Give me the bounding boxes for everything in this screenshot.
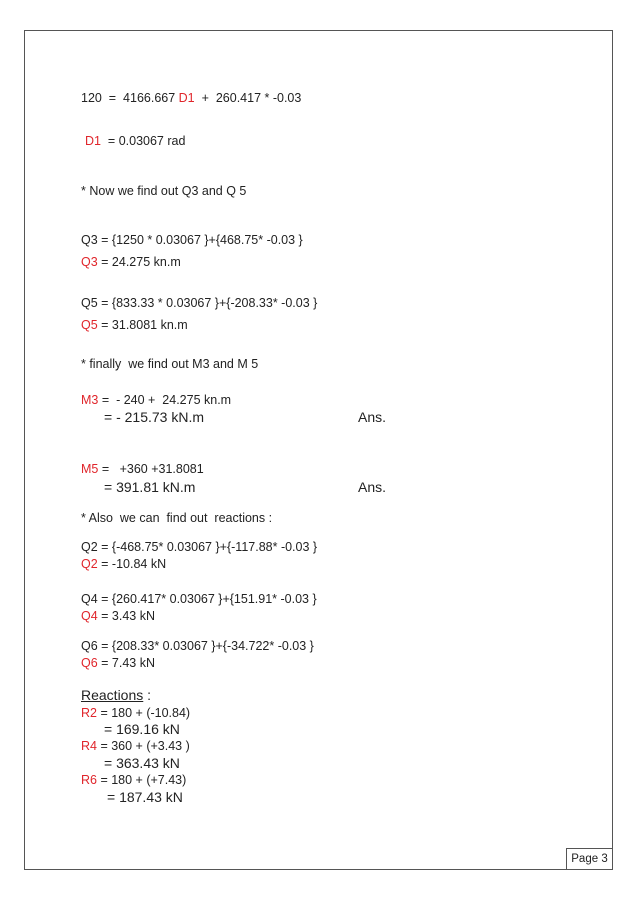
result-r2: = 169.16 kN — [104, 721, 180, 737]
variable-r2: R2 — [81, 706, 97, 720]
equation-rhs: = +360 +31.8081 — [98, 462, 204, 476]
result-q5 — [81, 318, 188, 332]
variable-q6: Q6 — [81, 656, 98, 670]
equation-rhs: + 260.417 * -0.03 — [194, 91, 302, 105]
result-value: = 31.8081 kn.m — [97, 318, 188, 332]
result-d1 — [85, 134, 185, 148]
variable-d1: D1 — [178, 91, 195, 105]
reactions-colon: : — [143, 687, 152, 703]
note-reactions: * Also we can find out reactions : — [81, 511, 273, 525]
result-m5: = 391.81 kN.m — [104, 479, 196, 495]
formula-q4: Q4 = {260.417* 0.03067 }+{151.91* -0.03 } — [81, 592, 317, 606]
variable-q5: Q5 — [81, 318, 98, 332]
equation-d1 — [81, 91, 301, 105]
variable-q3: Q3 — [81, 255, 98, 269]
equation-lhs: 120 = 4166.667 — [81, 91, 179, 105]
answer-label-m3: Ans. — [358, 409, 387, 425]
formula-q5: Q5 = {833.33 * 0.03067 }+{-208.33* -0.03 } — [81, 296, 318, 310]
equation-r6 — [81, 773, 186, 787]
reactions-title: Reactions — [81, 687, 144, 703]
equation-rhs: = - 240 + 24.275 kn.m — [98, 393, 232, 407]
result-q6 — [81, 656, 155, 670]
result-value: = -10.84 kN — [97, 557, 167, 571]
note-q: * Now we find out Q3 and Q 5 — [81, 184, 247, 198]
result-value: = 7.43 kN — [97, 656, 156, 670]
result-q2 — [81, 557, 166, 571]
variable-r4: R4 — [81, 739, 97, 753]
result-q3 — [81, 255, 181, 269]
result-r4: = 363.43 kN — [104, 755, 180, 771]
variable-q4: Q4 — [81, 609, 98, 623]
formula-q6: Q6 = {208.33* 0.03067 }+{-34.722* -0.03 } — [81, 639, 314, 653]
formula-q3: Q3 = {1250 * 0.03067 }+{468.75* -0.03 } — [81, 233, 303, 247]
variable-m3: M3 — [81, 393, 99, 407]
page-number: Page 3 — [566, 848, 613, 870]
equation-rhs: = 360 + (+3.43 ) — [96, 739, 190, 753]
result-r6: = 187.43 kN — [107, 789, 183, 805]
equation-m5 — [81, 462, 204, 476]
equation-rhs: = 180 + (+7.43) — [96, 773, 187, 787]
equation-m3 — [81, 393, 231, 407]
result-value: = 24.275 kn.m — [97, 255, 181, 269]
formula-q2: Q2 = {-468.75* 0.03067 }+{-117.88* -0.03 } — [81, 540, 318, 554]
variable-r6: R6 — [81, 773, 97, 787]
reactions-heading — [81, 688, 151, 702]
equation-rhs: = 180 + (-10.84) — [96, 706, 191, 720]
answer-label-m5: Ans. — [358, 479, 387, 495]
result-value: = 0.03067 rad — [100, 134, 186, 148]
variable-d1: D1 — [85, 134, 101, 148]
equation-r4 — [81, 739, 190, 753]
equation-r2 — [81, 706, 190, 720]
result-q4 — [81, 609, 155, 623]
result-m3: = - 215.73 kN.m — [104, 409, 204, 425]
variable-q2: Q2 — [81, 557, 98, 571]
result-value: = 3.43 kN — [97, 609, 156, 623]
note-m: * finally we find out M3 and M 5 — [81, 357, 259, 371]
variable-m5: M5 — [81, 462, 99, 476]
